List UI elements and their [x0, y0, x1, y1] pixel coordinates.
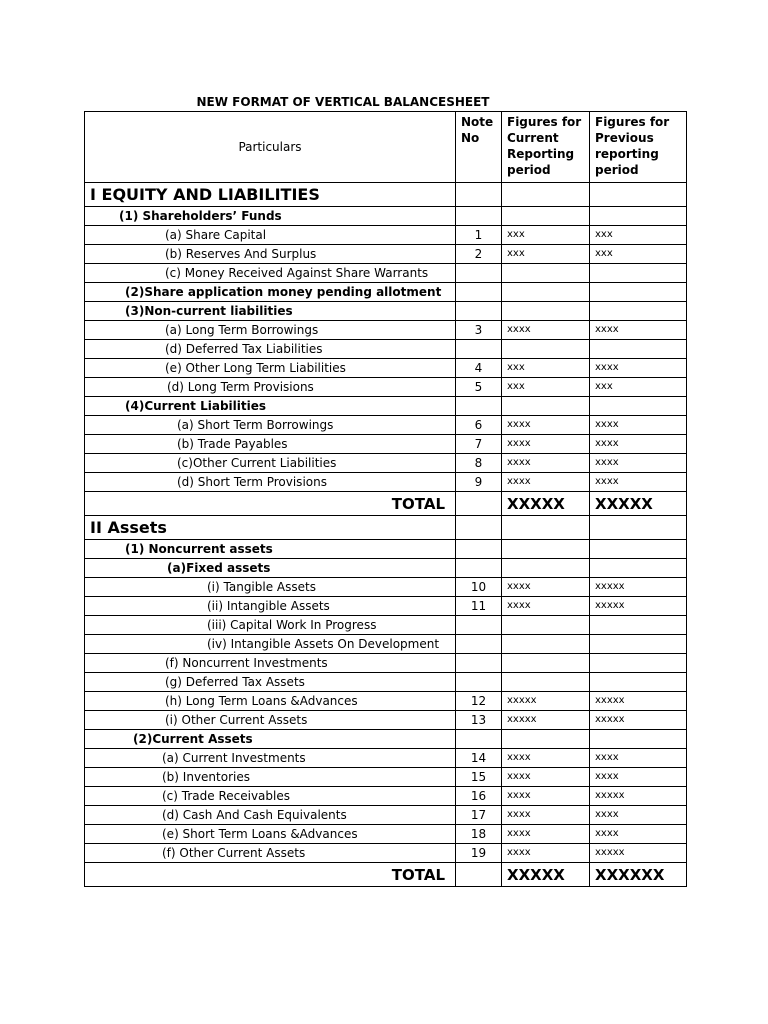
table-row	[85, 359, 687, 378]
row-label: (c)Other Current Liabilities	[85, 454, 456, 473]
table-row	[85, 806, 687, 825]
row-label: (c) Money Received Against Share Warrants	[85, 264, 456, 283]
table-row	[85, 207, 687, 226]
previous-figure: xxxxx	[590, 844, 687, 863]
previous-figure: xxxxx	[590, 578, 687, 597]
row-label: (b) Inventories	[85, 768, 456, 787]
previous-figure: xxxx	[590, 749, 687, 768]
note-number: 4	[456, 359, 502, 378]
row-label: (c) Trade Receivables	[85, 787, 456, 806]
row-label: (i) Tangible Assets	[85, 578, 456, 597]
note-number: 8	[456, 454, 502, 473]
note-number: 10	[456, 578, 502, 597]
particulars-header: Particulars	[85, 112, 456, 183]
table-row	[85, 226, 687, 245]
current-figure: xxxx	[502, 806, 590, 825]
current-figure: xxxxx	[502, 711, 590, 730]
row-label: (d) Long Term Provisions	[85, 378, 456, 397]
row-label: (h) Long Term Loans &Advances	[85, 692, 456, 711]
table-row	[85, 378, 687, 397]
table-row	[85, 559, 687, 578]
note-number: 17	[456, 806, 502, 825]
header-row	[85, 112, 687, 183]
row-label: (i) Other Current Assets	[85, 711, 456, 730]
note-number: 11	[456, 597, 502, 616]
note-number: 15	[456, 768, 502, 787]
current-period-header: Figures for Current Reporting period	[502, 112, 590, 183]
previous-figure: xxxx	[590, 768, 687, 787]
table-row	[85, 768, 687, 787]
total-current: XXXXX	[502, 863, 590, 887]
note-number: 1	[456, 226, 502, 245]
previous-figure: xxx	[590, 378, 687, 397]
note-number: 14	[456, 749, 502, 768]
table-row	[85, 692, 687, 711]
table-row	[85, 264, 687, 283]
row-label: (g) Deferred Tax Assets	[85, 673, 456, 692]
note-number: 19	[456, 844, 502, 863]
table-row	[85, 787, 687, 806]
total-row	[85, 863, 687, 887]
row-label: (e) Short Term Loans &Advances	[85, 825, 456, 844]
table-row	[85, 825, 687, 844]
assets-heading: II Assets	[85, 516, 456, 540]
section-heading-row	[85, 516, 687, 540]
row-label: (b) Reserves And Surplus	[85, 245, 456, 264]
non-current-liabilities-heading: (3)Non-current liabilities	[85, 302, 456, 321]
note-number: 13	[456, 711, 502, 730]
total-previous: XXXXX	[590, 492, 687, 516]
table-row	[85, 416, 687, 435]
shareholders-funds-heading: (1) Shareholders’ Funds	[85, 207, 456, 226]
row-label: (e) Other Long Term Liabilities	[85, 359, 456, 378]
row-label: (d) Short Term Provisions	[85, 473, 456, 492]
previous-figure: xxxx	[590, 416, 687, 435]
current-figure: xxxx	[502, 749, 590, 768]
row-label: (iii) Capital Work In Progress	[85, 616, 456, 635]
fixed-assets-heading: (a)Fixed assets	[85, 559, 456, 578]
previous-figure: xxxx	[590, 435, 687, 454]
table-row	[85, 340, 687, 359]
table-row	[85, 635, 687, 654]
row-label: (d) Cash And Cash Equivalents	[85, 806, 456, 825]
previous-figure: xxxx	[590, 454, 687, 473]
row-label: (a) Long Term Borrowings	[85, 321, 456, 340]
section-heading-row	[85, 183, 687, 207]
current-figure: xxxx	[502, 435, 590, 454]
table-row	[85, 397, 687, 416]
note-number: 7	[456, 435, 502, 454]
current-figure: xxxx	[502, 825, 590, 844]
table-row	[85, 321, 687, 340]
previous-figure: xxx	[590, 226, 687, 245]
note-no-header: Note No	[456, 112, 502, 183]
total-current: XXXXX	[502, 492, 590, 516]
table-row	[85, 597, 687, 616]
current-figure: xxxx	[502, 787, 590, 806]
share-application-heading: (2)Share application money pending allotment	[85, 283, 456, 302]
row-label: (f) Other Current Assets	[85, 844, 456, 863]
table-row	[85, 616, 687, 635]
noncurrent-assets-heading: (1) Noncurrent assets	[85, 540, 456, 559]
current-figure: xxxx	[502, 321, 590, 340]
previous-figure: xxxx	[590, 825, 687, 844]
table-row	[85, 473, 687, 492]
previous-figure: xxxx	[590, 473, 687, 492]
previous-figure: xxxx	[590, 806, 687, 825]
note-number: 3	[456, 321, 502, 340]
total-row	[85, 492, 687, 516]
row-label: (iv) Intangible Assets On Development	[85, 635, 456, 654]
current-figure: xxxx	[502, 597, 590, 616]
row-label: (d) Deferred Tax Liabilities	[85, 340, 456, 359]
note-number: 18	[456, 825, 502, 844]
current-figure: xxx	[502, 359, 590, 378]
total-label: TOTAL	[85, 492, 456, 516]
document-title: NEW FORMAT OF VERTICAL BALANCESHEET	[196, 95, 490, 109]
table-row	[85, 540, 687, 559]
note-number: 12	[456, 692, 502, 711]
previous-figure: xxxx	[590, 359, 687, 378]
row-label: (ii) Intangible Assets	[85, 597, 456, 616]
note-number: 9	[456, 473, 502, 492]
current-figure: xxx	[502, 226, 590, 245]
total-label: TOTAL	[85, 863, 456, 887]
row-label: (b) Trade Payables	[85, 435, 456, 454]
previous-figure: xxxxx	[590, 692, 687, 711]
current-figure: xxxx	[502, 578, 590, 597]
note-number: 6	[456, 416, 502, 435]
table-row	[85, 711, 687, 730]
row-label: (a) Short Term Borrowings	[85, 416, 456, 435]
current-figure: xxxxx	[502, 692, 590, 711]
table-row	[85, 435, 687, 454]
current-liabilities-heading: (4)Current Liabilities	[85, 397, 456, 416]
table-row	[85, 654, 687, 673]
current-figure: xxxx	[502, 416, 590, 435]
note-number: 16	[456, 787, 502, 806]
previous-figure: xxxx	[590, 321, 687, 340]
current-figure: xxx	[502, 378, 590, 397]
equity-liabilities-heading: I EQUITY AND LIABILITIES	[85, 183, 456, 207]
table-row	[85, 245, 687, 264]
previous-period-header: Figures for Previous reporting period	[590, 112, 687, 183]
total-previous: XXXXXX	[590, 863, 687, 887]
note-number: 2	[456, 245, 502, 264]
table-row	[85, 283, 687, 302]
table-row	[85, 302, 687, 321]
table-row	[85, 578, 687, 597]
previous-figure: xxxxx	[590, 787, 687, 806]
note-number: 5	[456, 378, 502, 397]
previous-figure: xxxxx	[590, 711, 687, 730]
previous-figure: xxx	[590, 245, 687, 264]
table-row	[85, 673, 687, 692]
current-assets-heading: (2)Current Assets	[85, 730, 456, 749]
table-row	[85, 844, 687, 863]
current-figure: xxxx	[502, 844, 590, 863]
current-figure: xxxx	[502, 473, 590, 492]
row-label: (a) Share Capital	[85, 226, 456, 245]
current-figure: xxx	[502, 245, 590, 264]
row-label: (f) Noncurrent Investments	[85, 654, 456, 673]
current-figure: xxxx	[502, 768, 590, 787]
table-row	[85, 730, 687, 749]
table-row	[85, 749, 687, 768]
table-row	[85, 454, 687, 473]
previous-figure: xxxxx	[590, 597, 687, 616]
balance-sheet-table	[84, 111, 687, 887]
current-figure: xxxx	[502, 454, 590, 473]
row-label: (a) Current Investments	[85, 749, 456, 768]
